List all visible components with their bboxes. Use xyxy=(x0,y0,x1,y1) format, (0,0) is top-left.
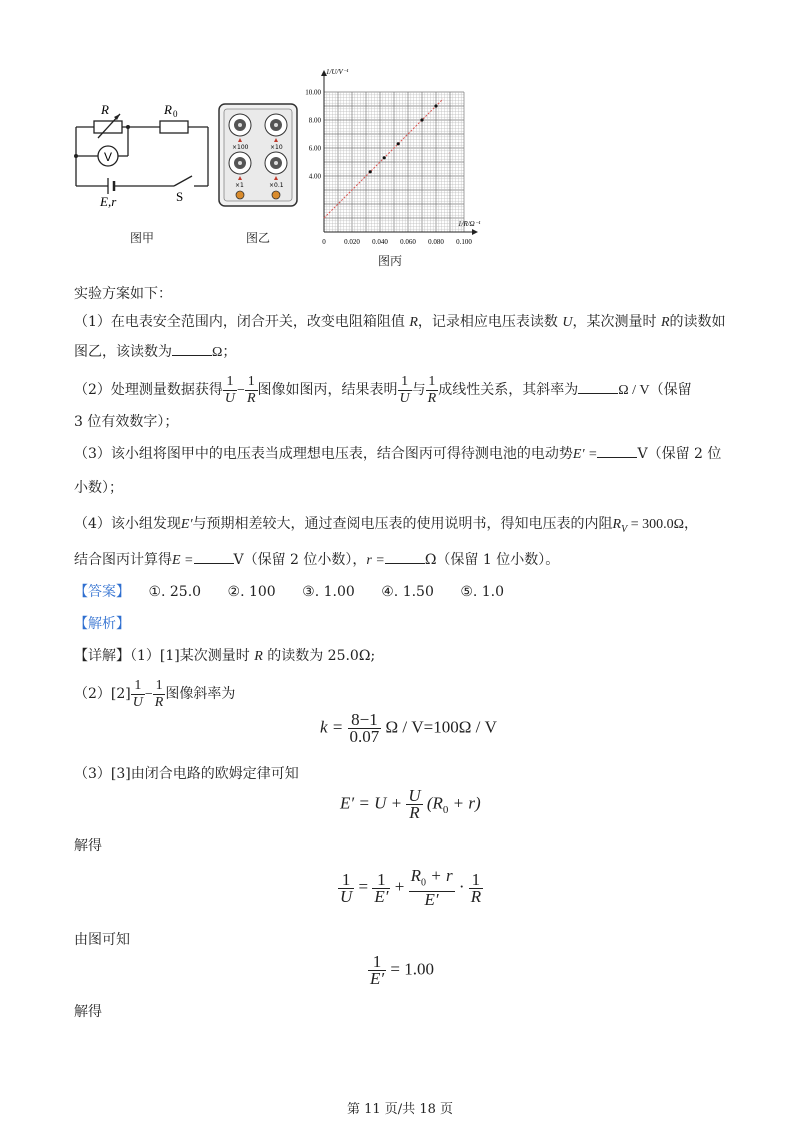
circuit-diagram xyxy=(70,98,210,208)
analysis-tag: 【解析】 xyxy=(74,616,130,632)
question-3b: 小数）； xyxy=(74,480,123,496)
caption-yi: 图乙 xyxy=(246,231,271,245)
question-1: （1）在电表安全范围内，闭合开关，改变电阻箱阻值 R，记录相应电压表读数 U，某次测量时 R的读数如 xyxy=(74,314,726,330)
x-tick-label: 0.100 xyxy=(456,238,472,244)
question-4: （4）该小组发现E′与预期相差较大，通过查阅电压表的使用说明书，得知电压表的内阻$R_V = 300.0\Omega$， xyxy=(74,516,699,535)
intro-line: 实验方案如下： xyxy=(74,286,172,302)
terminal-left xyxy=(236,191,244,199)
detail-line: 【详解】（1）[1]某次测量时 R 的读数为 25.0Ω; xyxy=(74,648,376,664)
label-S: S xyxy=(176,189,184,204)
dial-x10 xyxy=(265,114,287,136)
answer-2: ②. 100 xyxy=(227,584,276,600)
x-tick-label: 0.060 xyxy=(400,238,416,244)
answer-5: ⑤. 1.0 xyxy=(460,584,505,600)
question-1b: 图乙，该读数为 Ω； xyxy=(74,344,237,360)
question-2b: 3 位有效数字）； xyxy=(74,414,179,430)
frac-1-over-R-2: $\frac{1}{R}$ xyxy=(427,373,437,406)
equation-intercept: $\frac{1}{E'}$ = 1.00 xyxy=(370,952,434,988)
x-tick-label: 0.040 xyxy=(372,238,388,244)
blank-2 xyxy=(578,381,618,394)
data-point xyxy=(397,142,400,145)
y-axis-label: 1/U/V⁻¹ xyxy=(326,68,349,76)
frac-1-over-R: $\frac{1}{R}$ xyxy=(246,373,256,406)
detail-3: （3）[3]由闭合电路的欧姆定律可知 xyxy=(74,766,299,782)
label-Er: E,r xyxy=(100,194,117,208)
caption-jia: 图甲 xyxy=(130,231,155,245)
y-tick-label: 6.00 xyxy=(308,144,321,153)
terminal-right xyxy=(272,191,280,199)
frac-1-over-U-2: $\frac{1}{U}$ xyxy=(399,373,410,406)
x-tick-label: 0 xyxy=(322,238,326,244)
dial-label-x100: ×100 xyxy=(232,144,249,151)
equation-ohm: E′ = U + $\frac{U}{R}$ $(R_0 + r)$ xyxy=(340,786,481,822)
answer-1: ①. 25.0 xyxy=(148,584,202,600)
equation-linear: $\frac{1}{U}$ = $\frac{1}{E'}$ + $\frac{R_0 + r}{E'}$ · $\frac{1}{R}$ xyxy=(340,866,482,910)
answer-4: ④. 1.50 xyxy=(381,584,434,600)
circuit-figure xyxy=(70,98,210,208)
blank-1 xyxy=(172,343,212,356)
question-3: （3）该小组将图甲中的电压表当成理想电压表，结合图丙可得待测电池的电动势E′ = V（保留 2 位 xyxy=(74,446,722,462)
dial-x1 xyxy=(229,152,251,174)
data-point xyxy=(383,156,386,159)
blank-3 xyxy=(597,445,637,458)
label-V: V xyxy=(104,150,113,164)
detail-2: （2）[2] $\frac{1}{U}$ − $\frac{1}{R}$ 图像斜率为 xyxy=(74,677,236,710)
x-axis-arrow xyxy=(472,229,478,235)
resistor-R0 xyxy=(160,121,188,133)
y-tick-label: 8.00 xyxy=(308,116,321,125)
equation-slope: k = $\frac{8-1}{0.07}$ Ω / V=100Ω / V xyxy=(320,710,497,746)
y-tick-label: 10.00 xyxy=(305,88,321,97)
label-R: R xyxy=(101,102,109,117)
chart-svg xyxy=(296,62,486,244)
answer-line xyxy=(74,582,504,602)
data-point xyxy=(434,104,437,107)
dial-x0.1 xyxy=(265,152,287,174)
dial-label-x0.1: ×0.1 xyxy=(269,182,284,189)
x-tick-label: 0.020 xyxy=(344,238,360,244)
y-tick-label: 4.00 xyxy=(308,172,321,181)
data-point xyxy=(369,170,372,173)
resistance-box-drawing xyxy=(218,103,298,207)
x-axis-label: 1/R/Ω⁻¹ xyxy=(458,220,481,228)
youtu: 由图可知 xyxy=(74,932,130,948)
dial-label-x10: ×10 xyxy=(270,144,283,151)
dial-x100 xyxy=(229,114,251,136)
answer-tag: 【答案】 xyxy=(74,584,130,600)
x-tick-label: 0.080 xyxy=(428,238,444,244)
page-footer: 第 11 页/共 18 页 xyxy=(347,1102,453,1117)
chart-figure xyxy=(296,62,486,244)
label-R0: R xyxy=(164,102,172,117)
jiede-1: 解得 xyxy=(74,838,102,854)
resistance-box xyxy=(218,103,298,207)
question-2: （2）处理测量数据获得 $\frac{1}{U}$ − $\frac{1}{R}$ 图像如图丙，结果表明 $\frac{1}{U}$ 与 $\frac{1}{R}$ 成线性关系，其斜率为 Ω / V（保留 xyxy=(74,373,692,406)
jiede-2: 解得 xyxy=(74,1004,102,1020)
data-point xyxy=(420,118,423,121)
label-R0-sub: 0 xyxy=(173,109,178,119)
question-4b: 结合图丙计算得E = V（保留 2 位小数），r = Ω（保留 1 位小数）。 xyxy=(74,552,560,568)
caption-bing: 图丙 xyxy=(378,254,403,268)
frac-1-over-U: $\frac{1}{U}$ xyxy=(224,373,236,406)
answer-3: ③. 1.00 xyxy=(302,584,355,600)
blank-4 xyxy=(194,551,234,564)
dial-label-x1: ×1 xyxy=(235,182,244,189)
blank-5 xyxy=(385,551,425,564)
